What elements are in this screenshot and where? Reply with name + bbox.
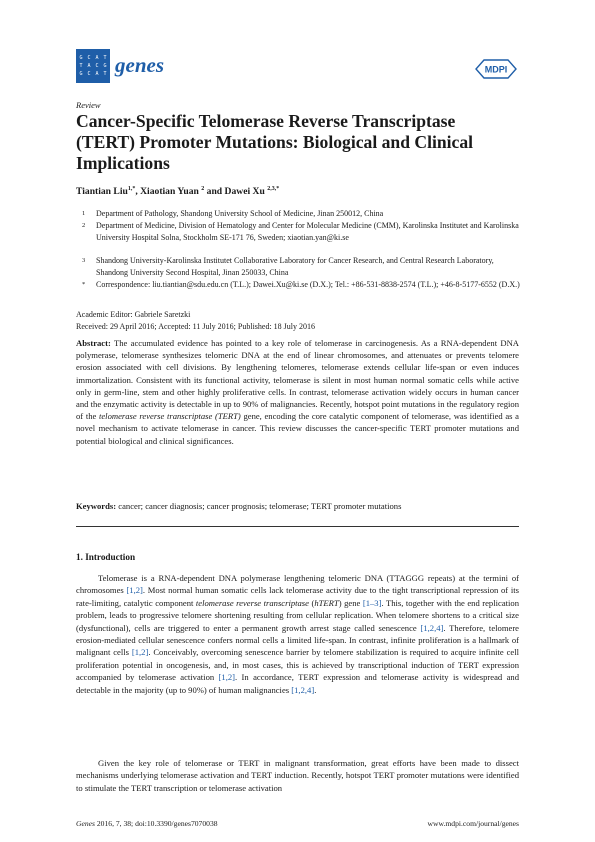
body-paragraph (76, 572, 519, 696)
journal-name: genes (115, 53, 164, 77)
journal-logo-letter: T (103, 71, 107, 77)
journal-logo-letter: C (87, 55, 91, 61)
paragraph-text: . In accordance, TERT expression and telomerase activity is widespread and detectable in the majority (up to 90%) of human malignancies (76, 672, 519, 695)
paragraph-text: . Therefore, telomere erosion-mediated cellular senescence confers normal cells a limited life-span. In contrast, infinite proliferation is a hallmark of malignant cells (76, 622, 519, 658)
author-affiliation-marker: 1,* (127, 186, 136, 192)
journal-logo-letter: T (79, 63, 83, 69)
author-name: Dawei Xu (224, 186, 265, 198)
affiliation (76, 220, 521, 244)
paragraph-text: . (314, 684, 317, 695)
abstract (76, 337, 519, 447)
paragraph-text: . This, together with the end replication problem, leads to progressive telomere shortening resulting from cellular replication. When telomere shortens to a critical size (dysfunctional), cells are triggered to enter a permanent growth arrest stage called senescence (76, 597, 520, 633)
keywords-label: Keywords: (76, 501, 117, 511)
journal-logo-letter: T (103, 55, 107, 61)
section-divider (76, 526, 519, 527)
affiliation (76, 255, 521, 279)
paragraph-text: . Conceivably, overcoming senescence barrier by telomere stabilization is required to acquire infinite cell proliferation potential in oncogenesis, and, in most cases, this is achieved by transcriptional induction of TERT expression accompanied by telomerase activation (76, 647, 519, 683)
body-paragraph (76, 757, 519, 794)
gene-name: telomerase reverse transcriptase (195, 597, 309, 608)
abstract-text: The accumulated evidence has pointed to a key role of telomerase in carcinogenesis. As a RNA-dependent DNA polymerase, telomerase synthesizes telomeric DNA at the end of linear chromosomes, and attenuates or prevents telomere erosion associated with cell divisions. By lengthening telomeres, telomerase extends cellular life-span or even induces immortalization. Consistent with its functional activity, telomerase is silent in most human normal somatic cells while active only in germ-line, stem and other highly proliferative cells. In contrast, telomerase activation widely occurs in human cancer and the enzymatic activity is detectable in up to 90% of malignancies. Recently, hotspot point mutations in the regulatory region of the (76, 338, 519, 422)
author-name: Tiantian Liu (76, 186, 128, 198)
journal-logo-letter: A (95, 55, 99, 61)
author-affiliation-marker: 2 (201, 186, 205, 192)
publisher-name: MDPI (484, 64, 508, 75)
citation-link[interactable]: [1,2] (131, 647, 149, 658)
journal-logo-letter: A (87, 63, 91, 69)
author-separator: and (204, 186, 225, 198)
article-dates: Received: 29 April 2016; Accepted: 11 July 2016; Published: 18 July 2016 (76, 322, 316, 331)
affiliation-number: 2 (82, 222, 86, 229)
author-separator: , (135, 186, 141, 198)
citation-link[interactable]: [1,2] (218, 672, 236, 683)
correspondence (76, 279, 521, 291)
paragraph-text: Telomerase is a RNA-dependent DNA polymerase lengthening telomeric DNA (TTAGGG repeats) at the termini of chromosomes (76, 573, 519, 596)
affiliation-number: * (82, 281, 86, 288)
affiliation-number: 1 (82, 210, 86, 217)
footer-url[interactable]: www.mdpi.com/journal/genes (427, 819, 519, 828)
journal-logo (76, 49, 110, 83)
paragraph-text: ) gene (338, 597, 363, 608)
journal-logo-letter: C (95, 63, 99, 69)
article-title: Cancer-Specific Telomerase Reverse Transcriptase (TERT) Promoter Mutations: Biological and Clinical Implications (76, 111, 474, 173)
footer-citation (76, 819, 218, 828)
affiliation-text: Department of Pathology, Shandong University School of Medicine, Jinan 250012, China (96, 209, 384, 218)
journal-logo-letter: G (103, 63, 107, 69)
academic-editor: Academic Editor: Gabriele Saretzki (76, 310, 191, 319)
section-heading: 1. Introduction (76, 552, 136, 562)
publisher-logo (474, 58, 518, 80)
citation-link[interactable]: [1,2,4] (420, 622, 444, 633)
journal-logo-letter: G (79, 55, 83, 61)
journal-logo-letter: C (87, 71, 91, 77)
footer-journal: Genes (76, 819, 95, 828)
abstract-label: Abstract: (76, 338, 111, 348)
citation-link[interactable]: [1–3] (362, 597, 382, 608)
paragraph-text: . Most normal human somatic cells lack telomerase activity due to the tight transcriptional repression of its rate-limiting, catalytic component (76, 585, 519, 608)
abstract-gene-name: telomerase reverse transcriptase (TERT) (98, 411, 241, 422)
correspondence-text: Correspondence: liu.tiantian@sdu.edu.cn (T.L.); Dawei.Xu@ki.se (D.X.); Tel.: +86-531-8838-2574 (T.L.); +46-8-5177-6552 (D.X.) (96, 280, 520, 289)
affiliation (76, 208, 521, 220)
citation-link[interactable]: [1,2,4] (291, 684, 315, 695)
affiliation-number: 3 (82, 257, 86, 264)
paragraph-text: Given the key role of telomerase or TERT in malignant transformation, great efforts have been made to dissect mechanisms underlying telomerase activation and TERT induction. Recently, hotspot TERT promoter mutations were identified to stimulate the TERT transcription or telomerase activation (76, 758, 519, 793)
author-affiliation-marker: 2,3,* (267, 186, 280, 192)
citation-link[interactable]: [1,2] (126, 585, 143, 596)
affiliation-text: Shandong University-Karolinska Institutet Collaborative Laboratory for Cancer Research, and Central Research Laboratory, Shandong University Second Hospital, Jinan 250033, China (96, 256, 494, 277)
affiliation-text: Department of Medicine, Division of Hematology and Center for Molecular Medicine (CMM), Karolinska Institutet and Karolinska University Hospital Solna, Stockholm SE-171 76, Sweden; xiaotian.yan@ki.se (96, 221, 519, 242)
paragraph-text: ( (308, 597, 315, 608)
author-name: Xiaotian Yuan (140, 186, 199, 198)
footer-citation-text: 2016, 7, 38; doi:10.3390/genes7070038 (94, 819, 218, 828)
author-list (76, 186, 279, 197)
keywords (76, 500, 519, 512)
keywords-text: cancer; cancer diagnosis; cancer prognosis; telomerase; TERT promoter mutations (118, 501, 402, 511)
gene-name: hTERT (314, 597, 339, 608)
journal-logo-letter: G (79, 71, 83, 77)
journal-logo-letter: A (95, 71, 99, 77)
article-type: Review (76, 100, 101, 110)
abstract-text: gene, encoding the core catalytic component of telomerase, was identified as a novel mechanism to activate telomerase in cancer. This review discusses the cancer-specific TERT promoter mutations and potential biological and clinical significances. (76, 411, 519, 446)
